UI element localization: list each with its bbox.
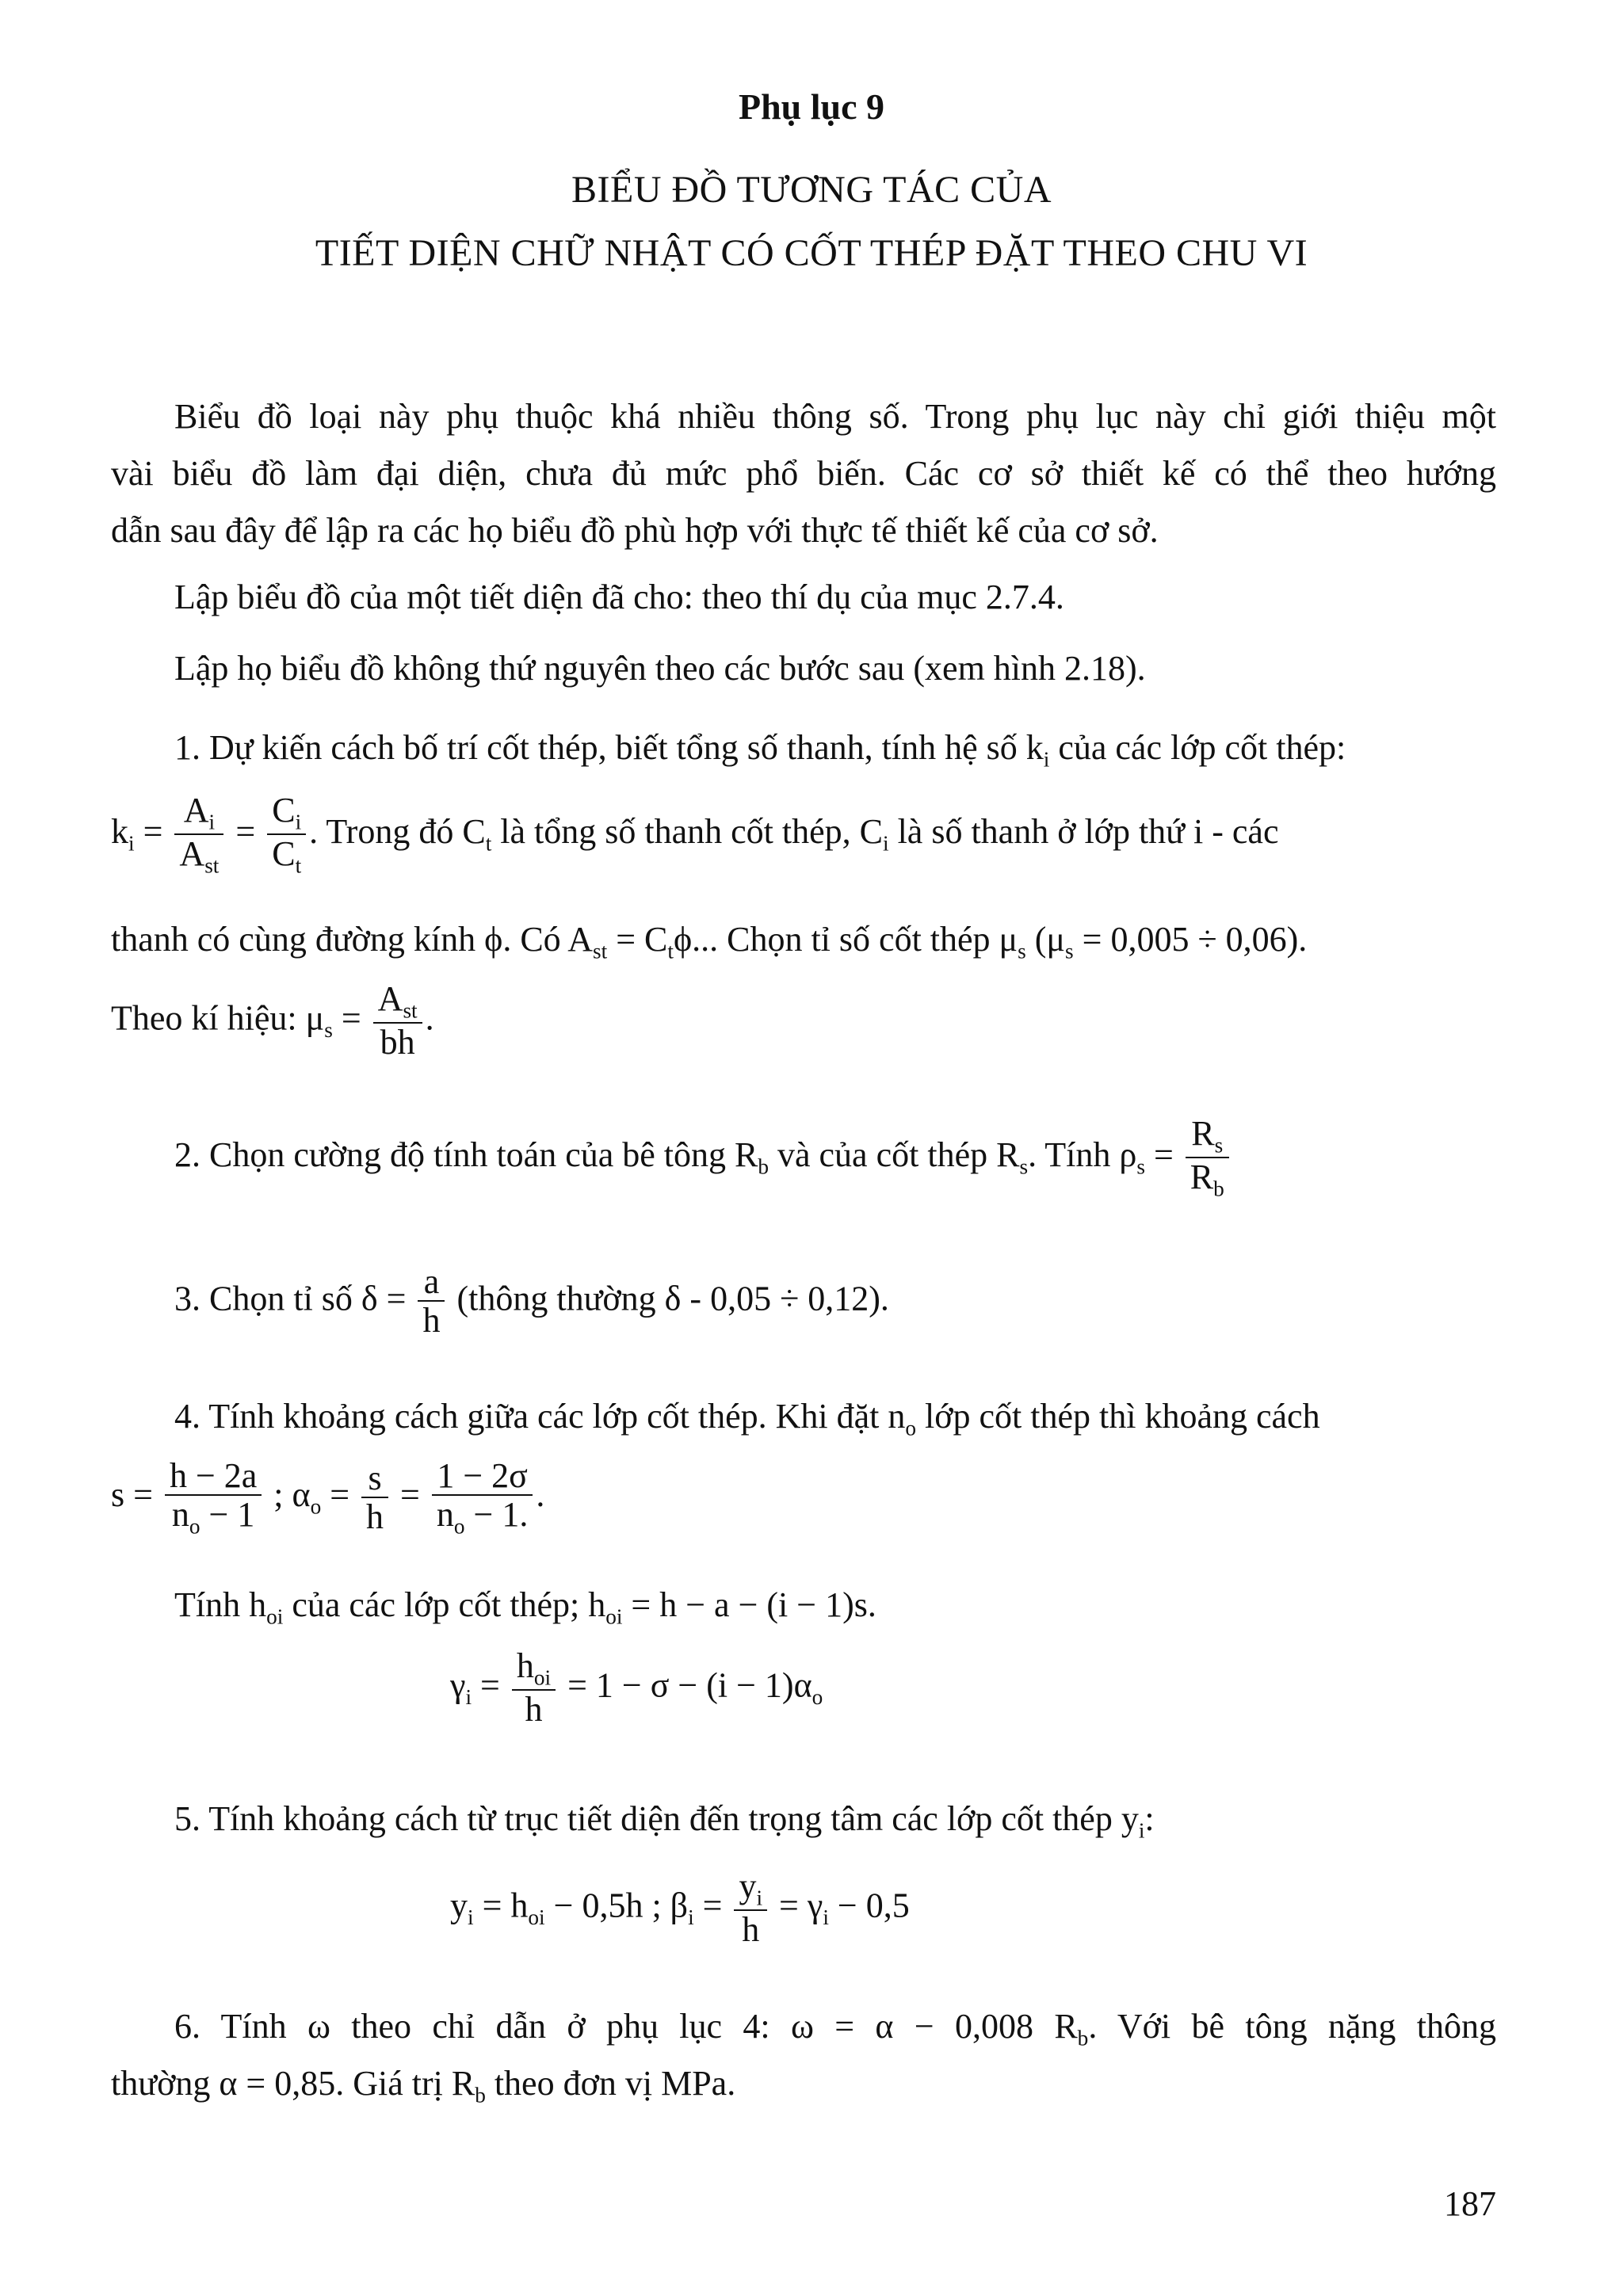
step5-line-1: 5. Tính khoảng cách từ trục tiết diện đến trọng tâm các lớp cốt thép $y_i$: — [174, 1799, 1155, 1843]
step6-line-1: 6. Tính ω theo chỉ dẫn ở phụ lục 4: ω = α − 0,008 $R_b$. Với bê tông nặng thông — [174, 2007, 1497, 2050]
fraction-ci-ct: $\frac{C_i}{C_t}$ — [267, 792, 306, 878]
intro-line-2: vài biểu đồ làm đại diện, chưa đủ mức phổ biến. Các cơ sở thiết kế có thể theo hướng — [111, 454, 1496, 493]
page-number: 187 — [1444, 2184, 1496, 2223]
appendix-heading: Phụ lục 9 — [738, 86, 885, 127]
step1-k-equation: $k_i$ = $\frac{A_i}{A_{st}}$ = $\frac{C_i}{C_t}$ . Trong đó $C_t$ là tổng số thanh cốt thép, $C_i$ là số thanh ở lớp thứ i - các — [111, 791, 1279, 878]
title-line-1: BIỂU ĐỒ TƯƠNG TÁC CỦA — [571, 169, 1052, 211]
step6-line-2: thường α = 0,85. Giá trị $R_b$ theo đơn vị MPa. — [111, 2064, 736, 2107]
fraction-ast-bh: $\frac{A_{st}}{bh}$ — [373, 981, 422, 1062]
step4-gamma-equation: $\gamma_i$ = $\frac{h_{oi}}{h}$ = $1 - \sigma - (i - 1)\alpha_o$ — [450, 1646, 823, 1730]
step5-equation: $y_i = h_{oi} - 0,5h$ ; $\beta_i$ = $\frac{y_i}{h}$ = $\gamma_i - 0,5$ — [450, 1867, 910, 1950]
step1-line-3: thanh có cùng đường kính ϕ. Có $A_{st} = C_t\phi$... Chọn tỉ số cốt thép $\mu_s$ $(\mu_s = 0,005 \div 0,06)$. — [111, 920, 1308, 963]
intro-line-3: dẫn sau đây để lập ra các họ biểu đồ phù hợp với thực tế thiết kế của cơ sở. — [111, 511, 1159, 550]
intro-line-1: Biểu đồ loại này phụ thuộc khá nhiều thông số. Trong phụ lục này chỉ giới thiệu một — [174, 397, 1496, 436]
step4-line-1: 4. Tính khoảng cách giữa các lớp cốt thép. Khi đặt $n_o$ lớp cốt thép thì khoảng cách — [174, 1397, 1320, 1440]
fraction-a-h: $\frac{a}{h}$ — [418, 1264, 445, 1341]
step3-line: 3. Chọn tỉ số δ = $\frac{a}{h}$ (thông thường δ ‑ 0,05 ÷ 0,12). — [174, 1262, 889, 1341]
fraction-yi-h: $\frac{y_i}{h}$ — [734, 1868, 767, 1950]
step4-s-equation: s = $\frac{h - 2a}{n_o - 1}$ ; $\alpha_o$ = $\frac{s}{h}$ = $\frac{1 - 2\sigma}{n_o - 1.}$ . — [111, 1456, 545, 1539]
step2-line: 2. Chọn cường độ tính toán của bê tông $R_b$ và của cốt thép $R_s$. Tính $\rho_s$ = $\frac{R_s}{R_b}$ — [174, 1116, 1232, 1201]
intro-line-4: Lập biểu đồ của một tiết diện đã cho: theo thí dụ của mục 2.7.4. — [174, 578, 1064, 616]
intro-line-5: Lập họ biểu đồ không thứ nguyên theo các bước sau (xem hình 2.18). — [174, 649, 1146, 688]
title-line-2: TIẾT DIỆN CHỮ NHẬT CÓ CỐT THÉP ĐẶT THEO CHU VI — [315, 232, 1308, 274]
fraction-s-h: $\frac{s}{h}$ — [361, 1460, 388, 1537]
fraction-rs-rb: $\frac{R_s}{R_b}$ — [1186, 1116, 1229, 1201]
step4-hoi-line: Tính $h_{oi}$ của các lớp cốt thép; $h_{oi} = h - a - (i - 1)s$. — [174, 1585, 876, 1629]
fraction-hoi-h: $\frac{h_{oi}}{h}$ — [512, 1648, 556, 1730]
fraction-alpha: $\frac{1 - 2\sigma}{n_o - 1.}$ — [432, 1458, 533, 1539]
fraction-ai-ast: $\frac{A_i}{A_{st}}$ — [174, 792, 223, 878]
step1-line-1: 1. Dự kiến cách bố trí cốt thép, biết tổng số thanh, tính hệ số $k_i$ của các lớp cốt thép: — [174, 728, 1346, 772]
fraction-s: $\frac{h - 2a}{n_o - 1}$ — [165, 1458, 262, 1539]
step1-mu-equation: Theo kí hiệu: $\mu_s$ = $\frac{A_{st}}{bh}$ . — [111, 979, 434, 1062]
